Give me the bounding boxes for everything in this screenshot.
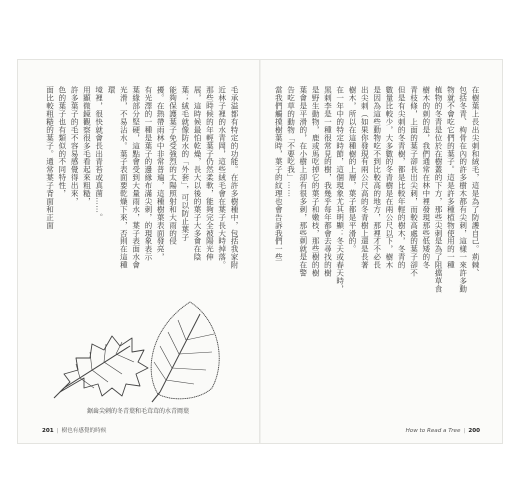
text-line: 能夠保護葉子免受強烈的太陽照射和大雨的侵 bbox=[168, 86, 178, 245]
text-line: 毛承溢都有特定的功能。在許多樹種中，包括我家附 bbox=[230, 86, 239, 269]
text-line: 物就不會吃它們的葉子。這是許多種植物使用的一種 bbox=[446, 86, 456, 269]
text-line: 出尖刺（如果你發現有兩公尺高的冬青樹上還是長著 bbox=[360, 86, 370, 269]
right-page-number: 200 bbox=[468, 428, 480, 434]
left-page-number: 201 bbox=[42, 428, 54, 434]
text-line: 當我們觸摸樹葉時，葉子的紋理也會告訴我們一些 bbox=[274, 86, 284, 261]
right-running-head: How to Read a Tree bbox=[405, 428, 461, 434]
text-line: 黑刺李是一種很常見的樹，我幾乎每年都會去尋找的樹 bbox=[323, 86, 333, 277]
text-line: 用顯微鏡觀察很多毛看起來粗糙， bbox=[82, 86, 92, 206]
text-line: 光滑，不易沾水。葉子表面要乾燥下來，否則在這種環 bbox=[107, 86, 129, 269]
text-line: 許多葉子的毛不容易感覺得出來， bbox=[70, 86, 80, 206]
text-line: 面比較粗糙的葉子。通常葉子背面和正面 bbox=[45, 86, 55, 230]
left-running-head: 樹也有感覺的時候 bbox=[61, 428, 107, 434]
text-line: 植物的冬青是位於在樹叢的下方，那些尖刺是為了阻擋草食 bbox=[434, 86, 444, 293]
text-line: 色的葉子也有類似的不同特性， bbox=[57, 86, 67, 198]
text-line: 葉；絨毛就像防水的「外套」，可以防止葉子 bbox=[180, 86, 190, 242]
text-line: 近林子裡的水青岡，這些絨毛會在葉子長大時掉落。 bbox=[217, 86, 227, 269]
figure-caption: 鋸齒尖刺的冬青葉和毛茸茸的水青岡葉 bbox=[86, 408, 189, 415]
text-line: 境裡，很快就會長出青苔或真菌……。 bbox=[94, 86, 104, 222]
right-page bbox=[261, 60, 502, 443]
book-spread bbox=[18, 60, 502, 443]
leaf-illustration bbox=[40, 288, 236, 404]
text-line: 那些時候的年輕葉子仍然柔軟，能夠完全被陽光伸 bbox=[205, 86, 215, 261]
text-line: 青枝條，上面的葉子卻長出尖刺，而較高處的葉子卻不 bbox=[409, 86, 419, 277]
left-page bbox=[18, 60, 259, 443]
left-page-body bbox=[42, 86, 240, 276]
text-line: 但是有尖刺的冬青樹，都是比較年輕的樹木，冬青的 bbox=[397, 86, 407, 269]
right-footer: How to Read a Tree | 200 bbox=[405, 428, 480, 434]
text-line: 是野生動物，鹿或馬吃掉它的葉子和嫩枝，那些樹的樹 bbox=[311, 86, 321, 277]
text-line: 告吃草的動物「不要吃我」…… bbox=[286, 86, 296, 198]
text-line: 樹木的刺的是，我們通常在林中裡發現那些低矮的冬 bbox=[421, 86, 431, 269]
text-line: 在一年中的特定時節，這個現象尤其明顯：冬天或春天時， bbox=[335, 86, 345, 293]
text-line: 是因為這些動物吃不到比較高的地方，那裡才不必長 bbox=[372, 86, 382, 269]
text-line: 展，這時候最怕乾燥，長大以後的葉子大多會在陰 bbox=[193, 86, 203, 261]
text-line: 葉會是平滑的，在小樹上卻有很多刺，那些刺就是在警 bbox=[298, 86, 308, 277]
text-line: 有光澤的一種是葉子的邊緣布滿尖刺，的現象表示 bbox=[143, 86, 153, 261]
holly-leaf-drawing bbox=[54, 336, 148, 398]
text-line: 數量比較少，大多數的冬青樹是在兩公尺以下，樹木 bbox=[384, 86, 394, 269]
right-page-body bbox=[273, 86, 481, 416]
text-line: 在樹葉上長出尖刺和絨毛，這是為了防護自己。荊棘、 bbox=[471, 86, 480, 277]
text-line: 包括冬青、枸骨在內的許多樹木都有尖刺，這樣一來許多動 bbox=[458, 86, 468, 293]
text-line: 樹木，所以在這種樹的上層，葉子都是平滑的。 bbox=[348, 86, 358, 253]
text-line: 葉緣部分堅硬，這點會受到大量雨水，葉子表面水會 bbox=[131, 86, 141, 269]
text-line: 擾。在熱帶雨林中非常普遍，這種樹葉表面發亮， bbox=[156, 86, 166, 261]
beech-leaf-drawing bbox=[151, 302, 219, 402]
left-footer: 201 | 樹也有感覺的時候 bbox=[42, 428, 107, 434]
